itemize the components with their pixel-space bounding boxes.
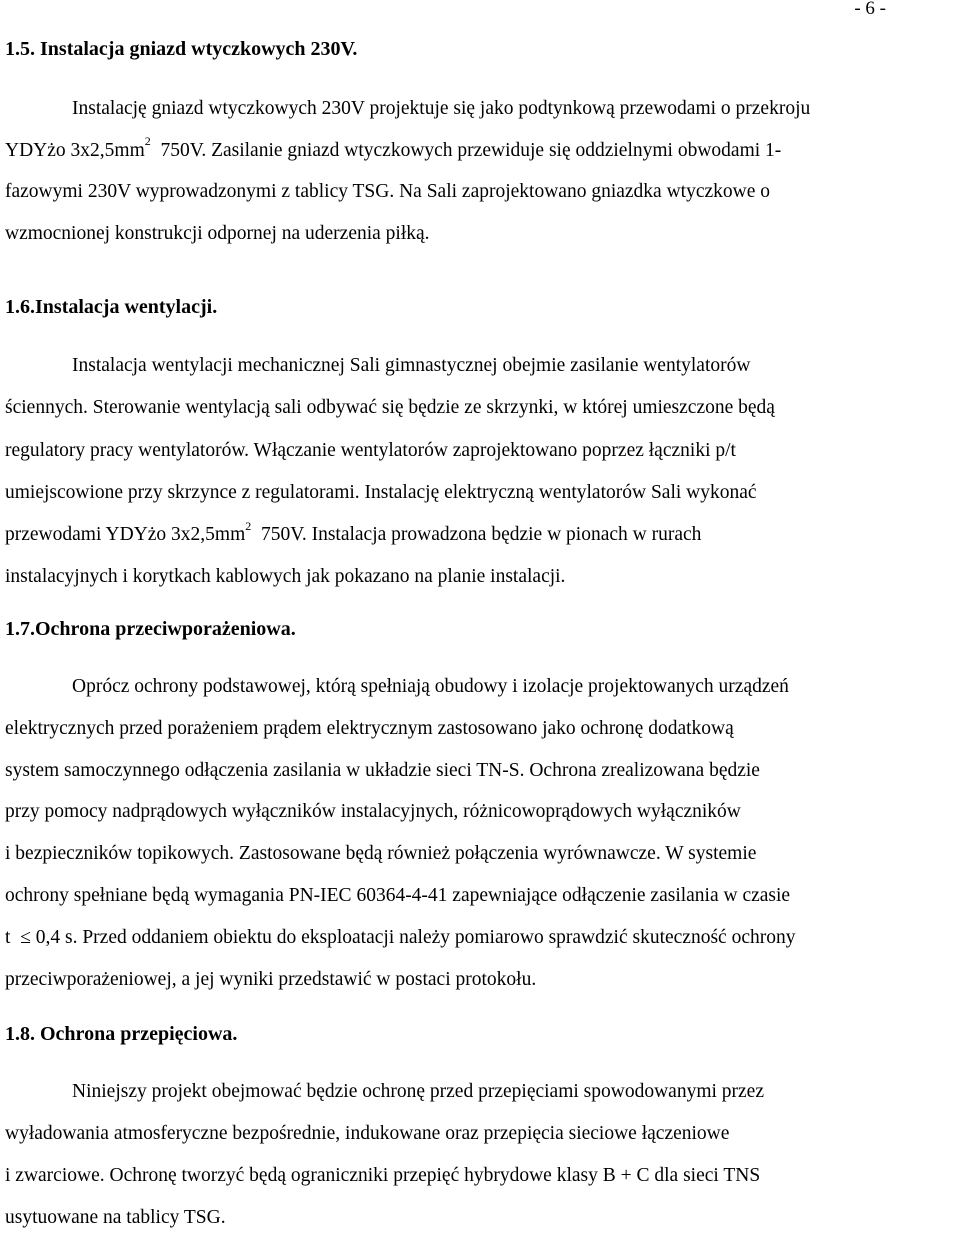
text-line bbox=[5, 514, 955, 556]
superscript: 2 bbox=[245, 518, 252, 533]
text-line: system samoczynnego odłączenia zasilania w układzie sieci TN-S. Ochrona zrealizowana będzie bbox=[5, 759, 760, 781]
text-line: t ≤ 0,4 s. Przed oddaniem obiektu do eksploatacji należy pomiarowo sprawdzić skuteczność ochrony bbox=[5, 926, 796, 948]
text-line: elektrycznych przed porażeniem prądem elektrycznym zastosowano jako ochronę dodatkową bbox=[5, 717, 734, 739]
text-segment: 750V. Zasilanie gniazd wtyczkowych przewiduje się oddzielnymi obwodami 1- bbox=[150, 139, 782, 161]
text-segment: przewodami YDYżo 3x2,5mm bbox=[5, 524, 246, 546]
section-heading-1-8: 1.8. Ochrona przepięciowa. bbox=[5, 1023, 238, 1045]
section-heading-1-7: 1.7.Ochrona przeciwporażeniowa. bbox=[5, 618, 296, 640]
text-line: przy pomocy nadprądowych wyłączników instalacyjnych, różnicowoprądowych wyłączników bbox=[5, 801, 741, 823]
section-body-1-6 bbox=[5, 345, 955, 599]
text-line: i zwarciowe. Ochronę tworzyć będą ograniczniki przepięć hybrydowe klasy B + C dla sieci TNS bbox=[5, 1165, 761, 1186]
section-body-1-5 bbox=[5, 88, 955, 254]
text-segment: 750V. Instalacja prowadzona będzie w pionach w rurach bbox=[251, 524, 702, 546]
text-line: wyładowania atmosferyczne bezpośrednie, indukowane oraz przepięcia sieciowe łączeniowe bbox=[5, 1123, 730, 1144]
section-heading-1-6: 1.6.Instalacja wentylacji. bbox=[5, 296, 218, 318]
text-line: fazowymi 230V wyprowadzonymi z tablicy TSG. Na Sali zaprojektowano gniazdka wtyczkowe o bbox=[5, 181, 770, 202]
text-line: ochrony spełniane będą wymagania PN-IEC 60364-4-41 zapewniające odłączenie zasilania w czasie bbox=[5, 884, 791, 906]
text-line: Instalacja wentylacji mechanicznej Sali gimnastycznej obejmie zasilanie wentylatorów bbox=[72, 355, 751, 376]
text-line bbox=[5, 130, 955, 172]
page-number: - 6 - bbox=[854, 0, 886, 19]
text-line: instalacyjnych i korytkach kablowych jak pokazano na planie instalacji. bbox=[5, 566, 566, 588]
text-line: i bezpieczników topikowych. Zastosowane będą również połączenia wyrównawcze. W systemie bbox=[5, 843, 757, 865]
section-heading-1-5: 1.5. Instalacja gniazd wtyczkowych 230V. bbox=[5, 38, 358, 60]
superscript: 2 bbox=[144, 134, 151, 148]
text-line: regulatory pracy wentylatorów. Włączanie wentylatorów zaprojektowano poprzez łączniki p/t bbox=[5, 439, 736, 461]
text-line: Instalację gniazd wtyczkowych 230V projektuje się jako podtynkową przewodami o przekroju bbox=[72, 98, 811, 119]
text-segment: YDYżo 3x2,5mm bbox=[5, 139, 145, 161]
text-line: wzmocnionej konstrukcji odpornej na uderzenia piłką. bbox=[5, 222, 430, 244]
text-line: umiejscowione przy skrzynce z regulatorami. Instalację elektryczną wentylatorów Sali wykonać bbox=[5, 481, 757, 503]
text-line: usytuowane na tablicy TSG. bbox=[5, 1207, 226, 1228]
section-body-1-7 bbox=[5, 666, 955, 1000]
text-line: Niniejszy projekt obejmować będzie ochronę przed przepięciami spowodowanymi przez bbox=[72, 1081, 764, 1102]
text-line: Oprócz ochrony podstawowej, którą spełniają obudowy i izolacje projektowanych urządzeń bbox=[72, 676, 789, 697]
section-body-1-8 bbox=[5, 1071, 955, 1239]
text-line: ściennych. Sterowanie wentylacją sali odbywać się będzie ze skrzynki, w której umieszczone będą bbox=[5, 397, 775, 419]
text-line: przeciwporażeniowej, a jej wyniki przedstawić w postaci protokołu. bbox=[5, 968, 537, 990]
